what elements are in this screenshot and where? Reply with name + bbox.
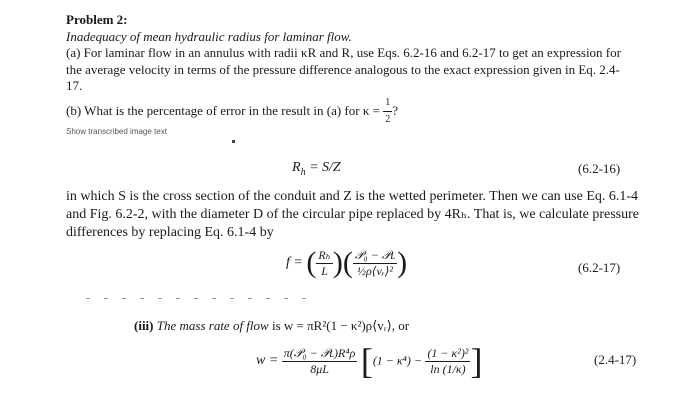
equation-number-6-2-17: (6.2-17) xyxy=(578,260,621,275)
bracket-left-term: (1 − κ⁴) − xyxy=(372,353,422,368)
rh-den: L xyxy=(321,263,328,278)
kappa-num: 1 xyxy=(383,95,392,113)
right-bracket-icon: ] xyxy=(470,341,483,381)
iii-rest: is w = πR²(1 − κ²)ρ⟨vᵣ⟩, or xyxy=(268,318,410,333)
kappa-fraction xyxy=(383,95,392,129)
pressure-num: 𝒫₀ − 𝒫ʟ xyxy=(354,247,396,262)
main-num: π(𝒫₀ − 𝒫ʟ)R⁴ρ xyxy=(283,345,356,360)
main-fraction xyxy=(282,346,358,377)
inner-num: (1 − κ²)² xyxy=(427,345,469,360)
body-paragraph xyxy=(66,188,646,242)
separator-dot xyxy=(232,140,235,143)
dashed-divider xyxy=(86,298,316,299)
rh-num: Rₕ xyxy=(318,247,331,262)
part-b-text: (b) What is the percentage of error in the result in (a) for κ = xyxy=(66,102,384,118)
equation-6-2-16 xyxy=(292,160,341,178)
inner-fraction xyxy=(425,346,470,377)
iii-label: (iii) xyxy=(134,318,154,333)
eq1-rhs: = S/Z xyxy=(305,160,341,175)
inner-den: ln (1/κ) xyxy=(430,361,466,376)
equation-6-2-17 xyxy=(286,246,407,280)
pressure-den: ½ρ⟨vᵣ⟩² xyxy=(357,263,393,278)
iii-italic: The mass rate of flow xyxy=(156,318,269,333)
rh-over-l-fraction xyxy=(316,248,333,279)
problem-part-a: (a) For laminar flow in an annulus with radii κR and R, use Eqs. 6.2-16 and 6.2-17 to get an expression for the average velocity in terms of the pressure difference analogous to the exact expression given in Eq. 2.4-17. xyxy=(66,45,621,93)
left-bracket-icon: [ xyxy=(360,341,373,381)
problem-subtitle: Inadequacy of mean hydraulic radius for laminar flow. xyxy=(66,28,352,44)
equation-number-6-2-16: (6.2-16) xyxy=(578,161,621,176)
left-paren-icon: ( xyxy=(306,246,317,279)
paragraph-text: in which S is the cross section of the conduit and Z is the wetted perimeter. Then we can use Eq. 6.1-4 and Fig. 6.2-2, with the diameter D of the circular pipe replaced by 4Rₕ. That is, we calculate pressure differences by replacing Eq. 6.1-4 by xyxy=(66,189,639,240)
eq1-lhs: R xyxy=(292,160,301,175)
pressure-fraction xyxy=(353,248,397,279)
show-transcribed-link[interactable]: Show transcribed image text xyxy=(66,127,167,136)
eq1-sub: h xyxy=(300,166,306,178)
eq3-w: w = xyxy=(256,353,279,368)
iii-statement xyxy=(134,318,409,334)
part-b-suffix: ? xyxy=(392,102,398,118)
kappa-den: 2 xyxy=(385,114,391,125)
left-paren-icon: ( xyxy=(342,246,353,279)
right-paren-icon: ) xyxy=(332,246,343,279)
problem-statement xyxy=(66,12,626,129)
right-paren-icon: ) xyxy=(397,246,408,279)
eq2-f: f = xyxy=(286,255,303,270)
main-den: 8μL xyxy=(310,361,329,376)
problem-title: Problem 2: xyxy=(66,12,128,27)
equation-number-2-4-17: (2.4-17) xyxy=(594,352,637,367)
problem-part-b xyxy=(66,95,626,129)
equation-2-4-17 xyxy=(256,340,482,382)
